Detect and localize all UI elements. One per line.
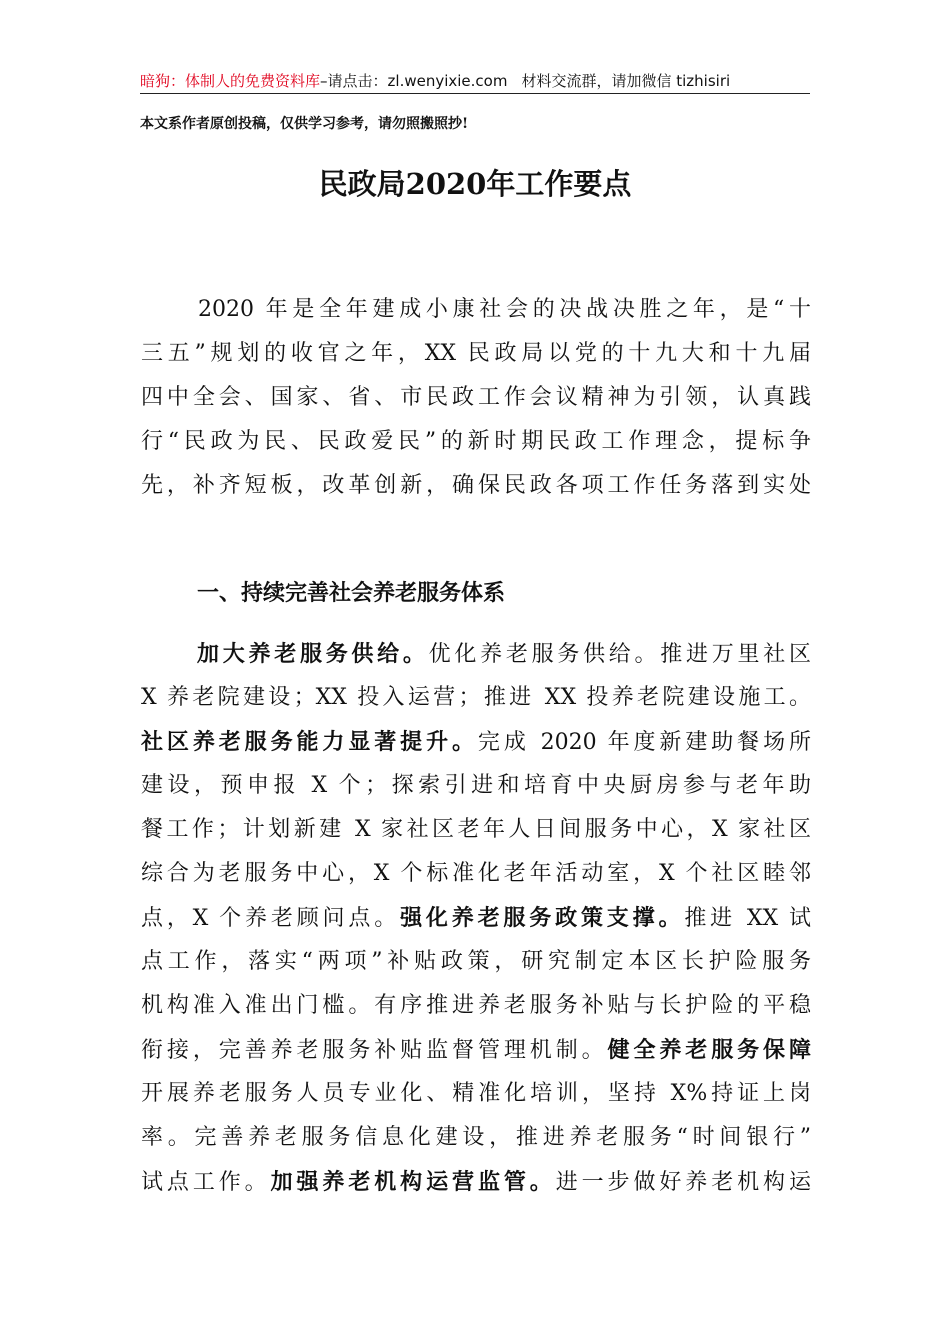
page-header	[140, 70, 810, 92]
site-label: 暗狗：体制人的免费资料库	[140, 72, 321, 90]
section1-paragraph	[141, 632, 811, 1204]
paragraph-line: 建设，预申报 X 个；探索引进和培育中央厨房参与老年助	[141, 773, 811, 798]
paragraph-line: 机构准入准出门槛。有序推进养老服务补贴与长护险的平稳	[141, 993, 811, 1018]
paragraph-line	[141, 720, 811, 764]
paragraph-line	[141, 632, 811, 676]
section-heading: 一、持续完善社会养老服务体系	[197, 581, 506, 606]
intro-line: 2020 年是全年建成小康社会的决战决胜之年，是“十	[198, 297, 811, 322]
line-text: 进一步做好养老机构运	[555, 1170, 811, 1195]
bold-phrase: 加强养老机构运营监管。	[270, 1169, 556, 1195]
line-text: 试点工作。	[141, 1170, 271, 1195]
site-url-link[interactable]: zl.wenyixie.com	[387, 72, 508, 90]
paragraph-line: 综合为老服务中心，X 个标准化老年活动室，X 个社区睦邻	[141, 861, 811, 886]
header-divider	[140, 93, 810, 94]
copyright-notice: 本文系作者原创投稿，仅供学习参考，请勿照搬照抄!	[140, 116, 469, 132]
wechat-group-text: 材料交流群，请加微信 tizhisiri	[521, 72, 731, 90]
intro-line: 三五”规划的收官之年，XX 民政局以党的十九大和十九届	[141, 341, 811, 366]
intro-line: 行“民政为民、民政爱民”的新时期民政工作理念，提标争	[141, 429, 811, 454]
page-title: 民政局2020年工作要点	[318, 167, 632, 201]
line-text: 完成 2020 年度新建助餐场所	[477, 730, 811, 755]
line-text: 点，X 个养老顾问点。	[141, 906, 401, 931]
line-text: 衔接，完善养老服务补贴监督管理机制。	[141, 1038, 608, 1063]
paragraph-line: 点工作，落实“两项”补贴政策，研究制定本区长护险服务	[141, 949, 811, 974]
paragraph-line: 率。完善养老服务信息化建设，推进养老服务“时间银行”	[141, 1125, 811, 1150]
paragraph-line	[141, 1160, 811, 1204]
line-text: 推进 XX 试	[684, 906, 811, 931]
link-prefix: –请点击：	[320, 72, 388, 90]
intro-line: 四中全会、国家、省、市民政工作会议精神为引领，认真践	[141, 385, 811, 410]
paragraph-line: 餐工作；计划新建 X 家社区老年人日间服务中心，X 家社区	[141, 817, 811, 842]
intro-paragraph	[141, 288, 811, 508]
paragraph-line: 开展养老服务人员专业化、精准化培训，坚持 X%持证上岗	[141, 1081, 811, 1106]
bold-phrase: 健全养老服务保障	[607, 1037, 811, 1063]
paragraph-line: X 养老院建设；XX 投入运营；推进 XX 投养老院建设施工。	[141, 685, 811, 710]
line-text: 优化养老服务供给。推进万里社区	[428, 642, 811, 667]
paragraph-line	[141, 896, 811, 940]
bold-phrase: 加大养老服务供给。	[197, 641, 429, 667]
bold-phrase: 强化养老服务政策支撑。	[400, 905, 685, 931]
bold-phrase: 社区养老服务能力显著提升。	[141, 729, 478, 755]
intro-line: 先，补齐短板，改革创新，确保民政各项工作任务落到实处	[141, 473, 811, 498]
paragraph-line	[141, 1028, 811, 1072]
